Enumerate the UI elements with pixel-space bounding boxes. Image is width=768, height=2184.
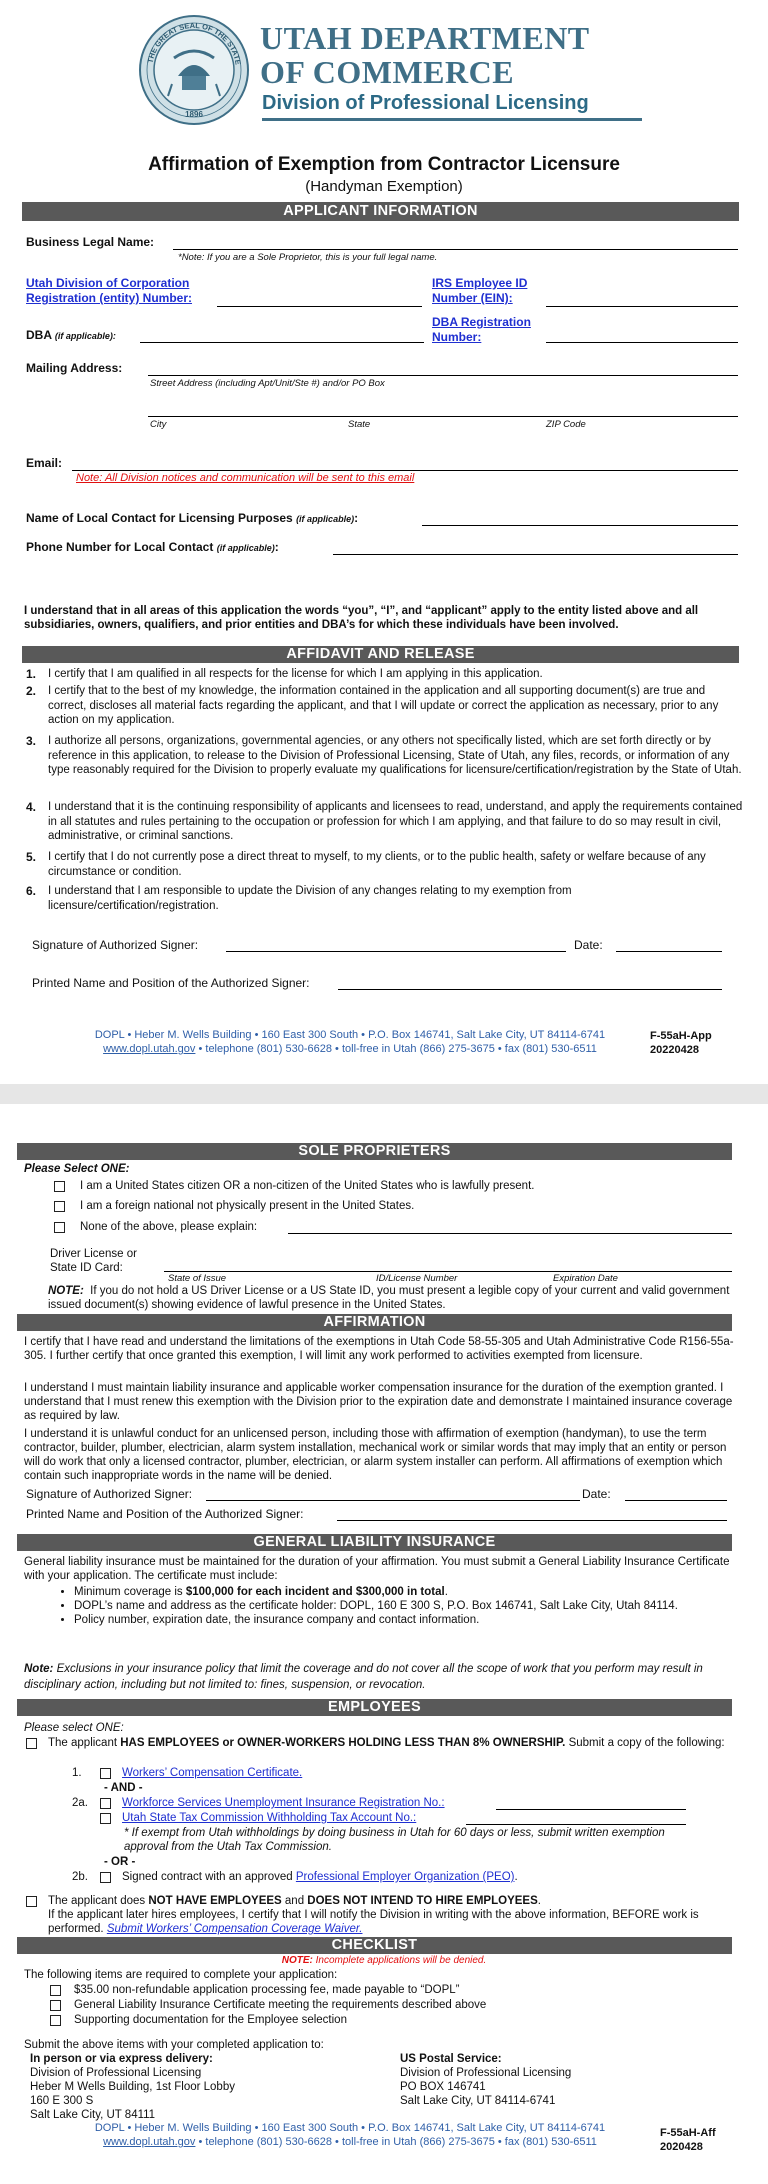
none-above-option: None of the above, please explain: xyxy=(80,1221,258,1233)
workers-comp-link[interactable]: Workers’ Compensation Certificate. xyxy=(122,1767,303,1779)
page-2 xyxy=(0,1104,768,2184)
state-of-issue-hint: State of Issue xyxy=(168,1273,227,1284)
form-code: F-55aH-Aff xyxy=(660,2127,716,2139)
dba-field[interactable] xyxy=(140,342,424,343)
footer-contact xyxy=(20,2136,680,2148)
or-divider: - OR - xyxy=(104,1856,136,1868)
email-label: Email: xyxy=(26,456,63,470)
footer-website-link[interactable]: www.dopl.utah.gov xyxy=(103,1043,196,1055)
local-contact-text: Name of Local Contact for Licensing Purposes xyxy=(26,511,293,525)
affirmation-paragraph-3: I understand it is unlawful conduct for an unlicensed person, including those with affirmation of exemption (handyman), to use the term contractor, builder, plumber, electrician, alarm system installation, mechanical work or similar words that may imply that an entity or person will do work that only a licensed contractor, plumber, electrician, or alarm system installer can perform. All affirmations of exemption which contain such inappropriate words in the name will be denied. xyxy=(24,1428,727,1482)
signature-label: Signature of Authorized Signer: xyxy=(32,938,199,952)
tax-commission-checkbox[interactable] xyxy=(100,1813,111,1824)
checklist-note xyxy=(0,1955,768,1966)
phone-contact-label: Phone Number for Local Contact (if applicable): xyxy=(26,540,279,554)
citizen-option: I am a United States citizen OR a non-citizen of the United States who is lawfully present. xyxy=(80,1180,535,1192)
postal-line: PO BOX 146741 xyxy=(400,2081,486,2093)
page-1 xyxy=(0,0,768,1084)
workforce-services-field[interactable] xyxy=(496,1809,686,1810)
checklist-intro: The following items are required to complete your application: xyxy=(24,1969,338,1981)
ein-link[interactable]: IRS Employee ID Number (EIN): xyxy=(432,276,528,305)
affirmation-paragraph-2: I understand I must maintain liability insurance and applicable worker compensation insurance for the duration of the exemption granted. I understand that I must renew this exemption with the Division prior to the expiration date and demonstrate I maintained insurance coverage as required by law. xyxy=(24,1382,733,1422)
dl-label-1: Driver License or xyxy=(50,1248,137,1260)
affidavit-item-number: 2. xyxy=(26,684,37,698)
affidavit-item-text: I certify that to the best of my knowledge, the information contained in the application and all supporting document(s) are true and correct, discloses all material facts regarding the applicant, and that I will update or correct the application as necessary, prior to any action on my application. xyxy=(48,685,719,726)
affirmation-date-field[interactable] xyxy=(625,1500,727,1501)
mailing-address-label: Mailing Address: xyxy=(26,361,123,375)
corp-registration-link[interactable]: Utah Division of Corporation Registration (entity) Number: xyxy=(26,276,193,305)
local-contact-field[interactable] xyxy=(422,525,738,526)
business-legal-name-label: Business Legal Name: xyxy=(26,235,155,249)
no-employees-checkbox[interactable] xyxy=(26,1896,37,1907)
dl-field[interactable] xyxy=(164,1271,732,1272)
employees-select-label: Please select ONE: xyxy=(24,1722,124,1734)
affidavit-item-text: I authorize all persons, organizations, governmental agencies, or any others not specifically listed, which are set forth directly or by reference in this application, to release to the Division of Professional Licensing, State of Utah, any files, records, or information of any type reasonably required for the Division to properly evaluate my qualifications for licensure/certification/registration by the State of Utah. xyxy=(48,735,742,776)
agency-name-line1: UTAH DEPARTMENT xyxy=(260,20,590,56)
insurance-note-text: Exclusions in your insurance policy that limit the coverage and do not cover all the scope of work that you perform may result in disciplinary action, including but not limited to: fines, suspension, or revocation. xyxy=(24,1663,703,1691)
footer-website-link[interactable]: www.dopl.utah.gov xyxy=(103,2136,196,2148)
city-hint: City xyxy=(150,419,167,430)
affirmation-date-label: Date: xyxy=(582,1487,611,1501)
seal-text: THE GREAT SEAL OF THE STATE xyxy=(145,20,243,66)
affirmation-paragraph-1: I certify that I have read and understand the limitations of the exemptions in Utah Code 58-55-305 and Utah Administrative Code R156-55a-305. I further certify that once granted this exemption, I will limit any work performed to activities exempted from licensure. xyxy=(24,1336,734,1362)
street-address-hint: Street Address (including Apt/Unit/Ste #) and/or PO Box xyxy=(150,378,385,389)
tax-commission-link[interactable]: Utah State Tax Commission Withholding Tax Account No.: xyxy=(122,1812,417,1824)
postal-title: US Postal Service: xyxy=(400,2053,502,2065)
has-employees-checkbox[interactable] xyxy=(26,1738,37,1749)
dl-label-2: State ID Card: xyxy=(50,1262,123,1274)
form-title: Affirmation of Exemption from Contractor Licensure xyxy=(148,154,620,175)
insurance-intro: General liability insurance must be maintained for the duration of your affirmation. You must submit a General Liability Insurance Certificate with your application. The certificate must include: xyxy=(24,1556,730,1582)
insurance-bullet: • Minimum coverage is $100,000 for each incident and $300,000 in total. xyxy=(74,1585,738,1599)
section-affirmation: AFFIRMATION xyxy=(17,1314,732,1331)
peo-option: Signed contract with an approved Professional Employer Organization (PEO). xyxy=(122,1871,518,1883)
footer-contact xyxy=(20,1043,680,1055)
sole-note-text: If you do not hold a US Driver License or a US State ID, you must present a legible copy of your current and valid government issued document(s) showing evidence of lawful presence in the United States. xyxy=(48,1285,730,1311)
no-employees-option: The applicant does NOT HAVE EMPLOYEES and DOES NOT INTEND TO HIRE EMPLOYEES. If the applicant later hires employees, I certify that I will notify the Division in writing with the above information, BEFORE work is performed. Submit Workers’ Compensation Coverage Waiver. xyxy=(48,1895,699,1935)
footer-address: DOPL • Heber M. Wells Building • 160 East 300 South • P.O. Box 146741, Salt Lake City, UT 84114-6741 xyxy=(94,2122,606,2134)
affirmation-signature-label: Signature of Authorized Signer: xyxy=(26,1487,193,1501)
seal-year: 1896 xyxy=(185,110,203,119)
form-date: 2020428 xyxy=(660,2141,703,2153)
checklist-item: Supporting documentation for the Employee selection xyxy=(74,2014,347,2026)
sole-note-label: NOTE: xyxy=(48,1285,84,1297)
expiration-date-hint: Expiration Date xyxy=(553,1273,618,1284)
insurance-note xyxy=(24,1661,736,1693)
section-applicant-information: APPLICANT INFORMATION xyxy=(22,202,739,221)
coverage-waiver-link[interactable]: Submit Workers’ Compensation Coverage Waiver. xyxy=(106,1923,363,1935)
affirmation-signature-field[interactable] xyxy=(206,1500,580,1501)
employee-docs-checkbox[interactable] xyxy=(50,2015,61,2026)
form-code-page2 xyxy=(660,2126,750,2154)
date-label: Date: xyxy=(574,938,603,952)
dba-label-suffix: (if applicable): xyxy=(54,331,116,341)
citizen-checkbox[interactable] xyxy=(54,1181,65,1192)
affirmation-printed-name-field[interactable] xyxy=(337,1520,727,1521)
and-divider: - AND - xyxy=(104,1782,143,1794)
form-subtitle: (Handyman Exemption) xyxy=(305,178,463,195)
checklist-item: General Liability Insurance Certificate meeting the requirements described above xyxy=(74,1999,487,2011)
affidavit-item-text: I understand that I am responsible to update the Division of any changes relating to my exemption from licensure/certification/registration. xyxy=(48,885,572,912)
tax-exempt-note: * If exempt from Utah withholdings by doing business in Utah for 60 days or less, submit written exemption approval from the Utah Tax Commission. xyxy=(124,1827,665,1853)
insurance-bullet: • Policy number, expiration date, the insurance company and contact information. xyxy=(74,1613,738,1627)
sole-select-label: Please Select ONE: xyxy=(24,1163,130,1175)
insurance-bullet: • DOPL’s name and address as the certificate holder: DOPL, 160 E 300 S, P.O. Box 146741, Salt Lake City, Utah 84114. xyxy=(74,1599,738,1613)
form-code-page1 xyxy=(650,1029,746,1057)
form-date: 20220428 xyxy=(650,1044,699,1056)
local-contact-suffix: (if applicable) xyxy=(296,514,355,524)
footer-address: DOPL • Heber M. Wells Building • 160 East 300 South • P.O. Box 146741, Salt Lake City, UT 84114-6741 xyxy=(94,1029,606,1041)
insurance-cert-checkbox[interactable] xyxy=(50,2000,61,2011)
section-checklist: CHECKLIST xyxy=(17,1937,732,1954)
corp-registration-field[interactable] xyxy=(217,306,422,307)
dba-label xyxy=(26,328,116,342)
postal-line: Salt Lake City, UT 84114-6741 xyxy=(400,2095,556,2107)
in-person-line: Heber M Wells Building, 1st Floor Lobby xyxy=(30,2081,235,2093)
item-1-number: 1. xyxy=(72,1767,82,1779)
affidavit-item-text: I certify that I do not currently pose a direct threat to myself, to my clients, or to the public health, safety or welfare because of any circumstance or condition. xyxy=(48,851,706,878)
workforce-services-link[interactable]: Workforce Services Unemployment Insurance Registration No.: xyxy=(122,1797,445,1809)
section-employees: EMPLOYEES xyxy=(17,1699,732,1716)
in-person-line: 160 E 300 S xyxy=(30,2095,94,2107)
item-2b-number: 2b. xyxy=(72,1871,88,1883)
division-underline xyxy=(262,118,642,121)
insurance-note-label: Note: xyxy=(24,1663,54,1675)
sole-note xyxy=(48,1284,738,1312)
affidavit-item-number: 3. xyxy=(26,734,37,748)
none-above-checkbox[interactable] xyxy=(54,1222,65,1233)
agency-name-line2: OF COMMERCE xyxy=(260,54,515,90)
street-address-field[interactable] xyxy=(148,375,738,376)
footer-phones: • telephone (801) 530-6628 • toll-free in Utah (866) 275-3675 • fax (801) 530-6511 xyxy=(195,2136,597,2148)
checklist-note-text: Incomplete applications will be denied. xyxy=(312,1955,487,1966)
footer-phones: • telephone (801) 530-6628 • toll-free in Utah (866) 275-3675 • fax (801) 530-6511 xyxy=(195,1043,597,1055)
has-employees-option: The applicant HAS EMPLOYEES or OWNER-WORKERS HOLDING LESS THAN 8% OWNERSHIP. Submit a copy of the following: xyxy=(48,1737,725,1749)
postal-line: Division of Professional Licensing xyxy=(400,2067,572,2079)
none-above-explain-field[interactable] xyxy=(288,1233,732,1234)
workers-comp-checkbox[interactable] xyxy=(100,1768,111,1779)
in-person-line: Salt Lake City, UT 84111 xyxy=(30,2109,156,2121)
affidavit-item-number: 4. xyxy=(26,800,37,814)
affirmation-printed-name-label: Printed Name and Position of the Authorized Signer: xyxy=(26,1507,304,1521)
phone-contact-suffix: (if applicable) xyxy=(216,543,275,553)
email-note: Note: All Division notices and communication will be sent to this email xyxy=(76,472,415,484)
dba-label-text: DBA xyxy=(26,328,52,342)
section-general-liability-insurance: GENERAL LIABILITY INSURANCE xyxy=(17,1534,732,1551)
printed-name-field[interactable] xyxy=(338,989,722,990)
email-field[interactable] xyxy=(72,470,738,471)
affidavit-item-number: 1. xyxy=(26,667,37,681)
dba-registration-field[interactable] xyxy=(546,342,738,343)
insurance-requirements xyxy=(58,1585,738,1627)
in-person-title: In person or via express delivery: xyxy=(30,2053,213,2065)
workforce-services-checkbox[interactable] xyxy=(100,1798,111,1809)
affidavit-item-text: I understand that it is the continuing responsibility of applicants and licensees to read, understand, and apply the requirements contained in all statutes and rules pertaining to the occupation or profession for which I am applying, and that failure to do so may result in civil, administrative, or criminal sanctions. xyxy=(48,801,743,842)
dba-registration-link[interactable]: DBA Registration Number: xyxy=(432,315,531,344)
applicant-understanding: I understand that in all areas of this application the words “you”, “I”, and “applicant” apply to the entity listed above and all subsidiaries, owners, qualifiers, and prior entities and DBA’s for which these individuals have been involved. xyxy=(24,605,699,631)
phone-contact-text: Phone Number for Local Contact xyxy=(26,540,214,554)
signature-field[interactable] xyxy=(226,951,566,952)
affidavit-item-number: 5. xyxy=(26,850,37,864)
phone-contact-field[interactable] xyxy=(333,554,738,555)
affidavit-item-text: I certify that I am qualified in all respects for the license for which I am applying in this application. xyxy=(48,668,543,680)
sole-prop-note: *Note: If you are a Sole Proprietor, this is your full legal name. xyxy=(178,252,438,263)
foreign-national-checkbox[interactable] xyxy=(54,1201,65,1212)
submit-instructions: Submit the above items with your completed application to: xyxy=(24,2039,324,2051)
state-hint: State xyxy=(348,419,371,430)
division-name: Division of Professional Licensing xyxy=(262,92,589,114)
section-affidavit: AFFIDAVIT AND RELEASE xyxy=(22,646,739,663)
item-2a-number: 2a. xyxy=(72,1797,88,1809)
checklist-note-label: NOTE: xyxy=(281,1955,313,1966)
date-field[interactable] xyxy=(616,951,722,952)
foreign-national-option: I am a foreign national not physically present in the United States. xyxy=(80,1200,415,1212)
id-number-hint: ID/License Number xyxy=(376,1273,458,1284)
section-sole-proprieters: SOLE PROPRIETERS xyxy=(17,1143,732,1160)
utah-seal-logo xyxy=(138,14,250,126)
zip-hint: ZIP Code xyxy=(546,419,586,430)
peo-link[interactable]: Professional Employer Organization (PEO) xyxy=(295,1871,515,1883)
peo-checkbox[interactable] xyxy=(100,1872,111,1883)
form-code: F-55aH-App xyxy=(650,1030,712,1042)
checklist-item: $35.00 non-refundable application processing fee, made payable to “DOPL” xyxy=(74,1984,460,1996)
affidavit-item-number: 6. xyxy=(26,884,37,898)
business-legal-name-field[interactable] xyxy=(173,249,738,250)
local-contact-label: Name of Local Contact for Licensing Purposes (if applicable): xyxy=(26,511,359,525)
in-person-line: Division of Professional Licensing xyxy=(30,2067,202,2079)
printed-name-label: Printed Name and Position of the Authorized Signer: xyxy=(32,976,310,990)
city-state-zip-field[interactable] xyxy=(148,416,738,417)
fee-checkbox[interactable] xyxy=(50,1985,61,1996)
ein-field[interactable] xyxy=(546,306,738,307)
tax-commission-field[interactable] xyxy=(466,1824,686,1825)
